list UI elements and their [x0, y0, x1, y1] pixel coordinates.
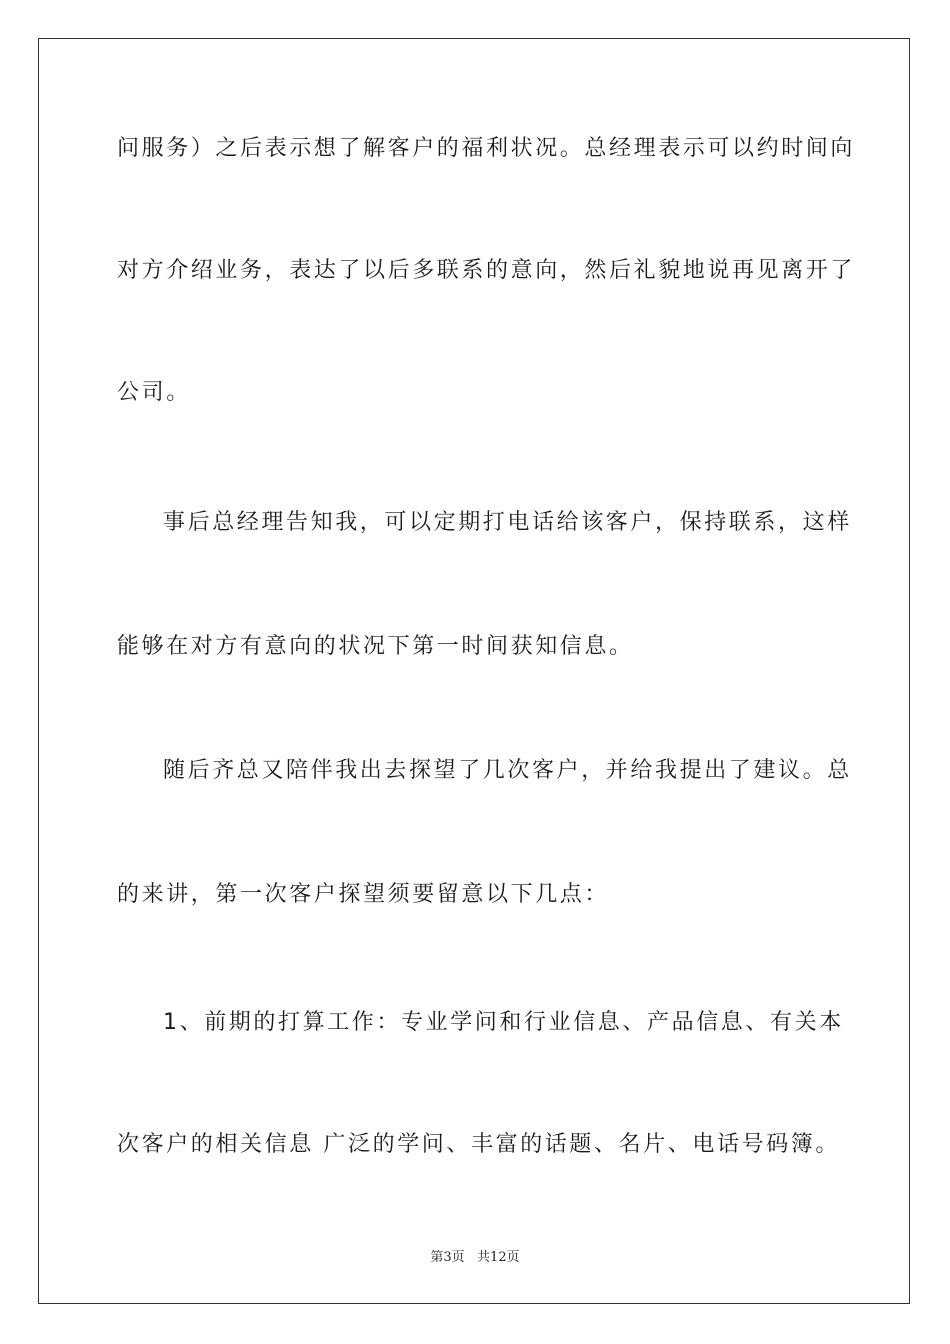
paragraph-start-line: 随后齐总又陪伴我出去探望了几次客户，并给我提出了建议。总 [163, 758, 852, 783]
paragraph-start-line: 事后总经理告知我，可以定期打电话给该客户，保持联系，这样 [163, 510, 852, 535]
body-text-line: 公司。 [117, 380, 191, 405]
body-text-line: 问服务）之后表示想了解客户的福利状况。总经理表示可以约时间向 [117, 136, 856, 161]
page-border [38, 38, 910, 1304]
body-text-line: 对方介绍业务，表达了以后多联系的意向，然后礼貌地说再见离开了 [117, 258, 856, 283]
page-number-footer: 第3页 共12页 [430, 1250, 520, 1265]
body-text-line: 的来讲，第一次客户探望须要留意以下几点： [117, 882, 610, 907]
body-text-line: 能够在对方有意向的状况下第一时间获知信息。 [117, 634, 634, 659]
paragraph-start-line: 1、前期的打算工作：专业学问和行业信息、产品信息、有关本 [163, 1010, 844, 1035]
body-text-line: 次客户的相关信息 广泛的学问、丰富的话题、名片、电话号码簿。 [117, 1132, 840, 1157]
